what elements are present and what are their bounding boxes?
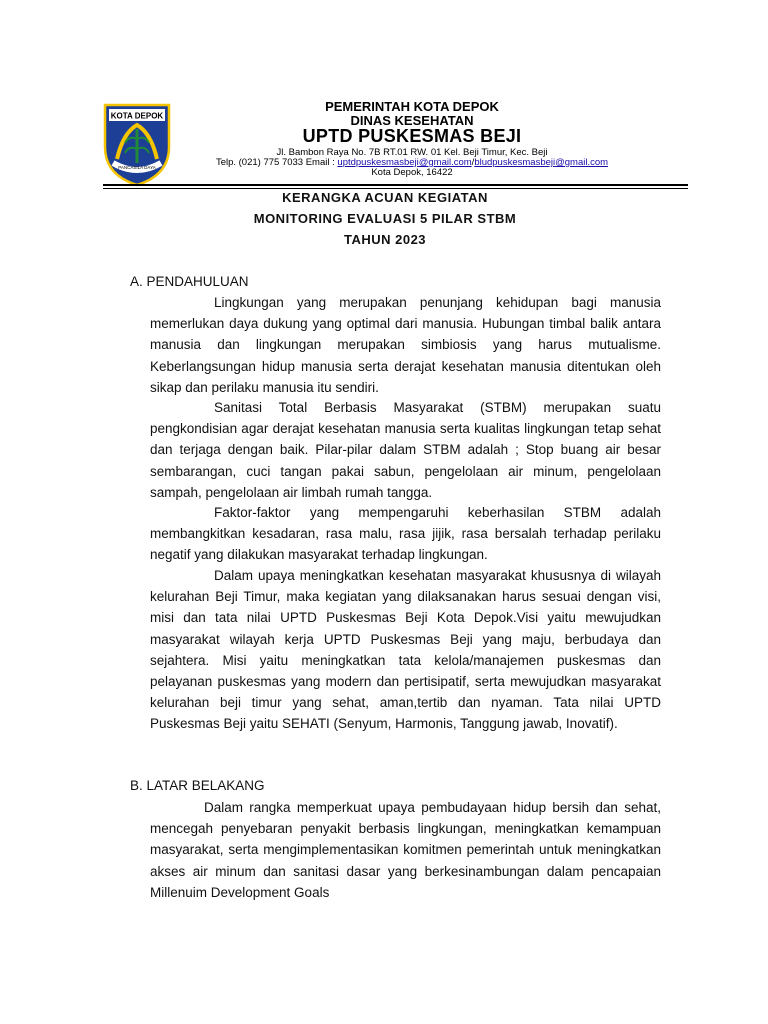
email-link-uptd[interactable]: uptdpuskesmasbeji@gmail.com — [337, 157, 472, 168]
letterhead-government: PEMERINTAH KOTA DEPOK — [325, 99, 499, 114]
doc-title-line2: MONITORING EVALUASI 5 PILAR STBM — [253, 211, 517, 226]
letterhead-unit: UPTD PUSKESMAS BEJI — [302, 126, 522, 146]
section-a-paragraph-1: Lingkungan yang merupakan penunjang kehidupan bagi manusia memerlukan daya dukung yang optimal dari manusia. Hubungan timbal balik antara manusia dan lingkungan merupakan simbiosis yang harus mutualisme. Keberlangsungan hidup manusia serta derajat kesehatan manusia ditentukan oleh sikap dan perilaku manusia itu sendiri. — [150, 295, 661, 395]
letterhead-address: Jl. Bambon Raya No. 7B RT.01 RW. 01 Kel. Beji Timur, Kec. Beji — [276, 147, 548, 158]
email-link-blud[interactable]: bludpuskesmasbeji@gmail.com — [474, 157, 609, 168]
letterhead-city: Kota Depok, 16422 — [371, 167, 453, 178]
letterhead-rule-thin — [103, 188, 688, 189]
kota-depok-logo — [103, 103, 171, 187]
svg-text:KOTA DEPOK: KOTA DEPOK — [110, 111, 164, 121]
svg-text:PANCASILA DAYA: PANCASILA DAYA — [118, 165, 156, 170]
email-separator: / — [471, 157, 475, 168]
section-a-paragraph-4: Dalam upaya meningkatkan kesehatan masyarakat khususnya di wilayah kelurahan Beji Timur, maka kegiatan yang dilaksanakan harus sesuai dengan visi, misi dan tata nilai UPTD Puskesmas Beji Kota Depok.Visi yaitu mewujudkan masyarakat wilayah kerja UPTD Puskesmas Beji yang maju, berbudaya dan sejahtera. Misi yaitu meningkatkan tata kelola/manajemen puskesmas dan pelayanan puskesmas yang modern dan pertisipatif, serta mewujudkan masyarakat kelurahan beji timur yang sehat, aman,tertib dan nyaman. Tata nilai UPTD Puskesmas Beji yaitu SEHATI (Senyum, Harmonis, Tanggung jawab, Inovatif). — [150, 568, 661, 732]
letterhead-department: DINAS KESEHATAN — [350, 113, 474, 128]
section-a-paragraph-3: Faktor-faktor yang mempengaruhi keberhasilan STBM adalah membangkitkan kesadaran, rasa malu, rasa jijik, rasa bersalah terhadap perilaku negatif yang dilakukan masyarakat terhadap lingkungan. — [150, 505, 661, 563]
section-b-paragraph-1: Dalam rangka memperkuat upaya pembudayaan hidup bersih dan sehat, mencegah penyebaran penyakit berbasis lingkungan, meningkatkan kemampuan masyarakat, serta mengimplementasikan komitmen pemerintah untuk meningkatkan akses air minum dan sanitasi dasar yang berkesinambungan dalam pencapaian Millenuim Development Goals — [150, 800, 661, 900]
letterhead-rule-thick — [103, 184, 688, 186]
doc-title-line3: TAHUN 2023 — [343, 232, 427, 247]
section-b-heading: B. LATAR BELAKANG — [130, 778, 265, 793]
section-a-heading: A. PENDAHULUAN — [130, 274, 249, 289]
section-a-paragraph-2: Sanitasi Total Berbasis Masyarakat (STBM) merupakan suatu pengkondisian agar derajat kesehatan manusia serta kualitas lingkungan tetap sehat dan terjaga dengan baik. Pilar-pilar dalam STBM adalah ; Stop buang air besar sembarangan, cuci tangan pakai sabun, pengelolaan air minum, pengelolaan sampah, pengelolaan air limbah rumah tangga. — [150, 400, 661, 500]
telp-text: Telp. (021) 775 7033 Email : — [215, 157, 338, 168]
doc-title-line1: KERANGKA ACUAN KEGIATAN — [282, 190, 488, 205]
